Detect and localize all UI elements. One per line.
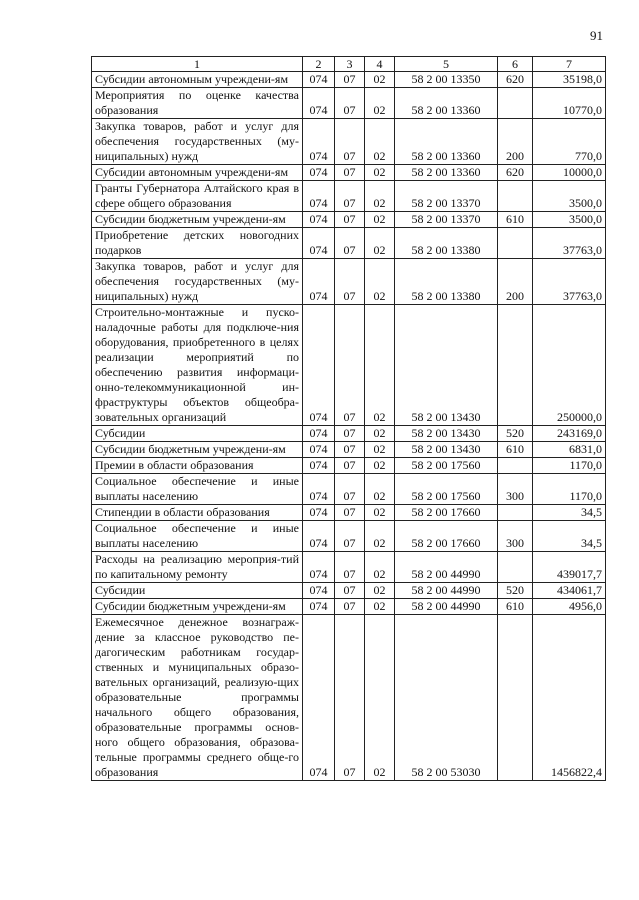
row-name-cell: Субсидии <box>92 426 303 442</box>
row-name-cell: Субсидии <box>92 583 303 599</box>
code-target-cell: 58 2 00 13380 <box>395 259 498 305</box>
code-target-cell: 58 2 00 13380 <box>395 228 498 259</box>
row-name-cell: Социальное обеспечение и иные выплаты населению <box>92 521 303 552</box>
header-cell: 7 <box>533 57 606 72</box>
table-row <box>92 583 606 599</box>
amount-cell: 1170,0 <box>533 474 606 505</box>
page-number: 91 <box>590 28 603 43</box>
code-admin-cell: 074 <box>303 228 335 259</box>
table-row <box>92 505 606 521</box>
table-row <box>92 552 606 583</box>
row-name-cell: Премии в области образования <box>92 458 303 474</box>
code-subsection-cell: 02 <box>365 72 395 88</box>
code-subsection-cell: 02 <box>365 181 395 212</box>
code-expense-cell <box>498 88 533 119</box>
code-admin-cell: 074 <box>303 442 335 458</box>
row-name-cell: Субсидии бюджетным учреждени-ям <box>92 442 303 458</box>
header-cell: 6 <box>498 57 533 72</box>
row-name-cell: Приобретение детских новогодних подарков <box>92 228 303 259</box>
code-admin-cell: 074 <box>303 426 335 442</box>
code-subsection-cell: 02 <box>365 615 395 781</box>
code-section-cell: 07 <box>335 228 365 259</box>
code-subsection-cell: 02 <box>365 599 395 615</box>
code-target-cell: 58 2 00 44990 <box>395 583 498 599</box>
row-name-cell: Стипендии в области образования <box>92 505 303 521</box>
code-admin-cell: 074 <box>303 474 335 505</box>
code-section-cell: 07 <box>335 599 365 615</box>
amount-cell: 243169,0 <box>533 426 606 442</box>
code-target-cell: 58 2 00 17560 <box>395 474 498 505</box>
code-expense-cell: 520 <box>498 583 533 599</box>
amount-cell: 37763,0 <box>533 259 606 305</box>
row-name-cell: Ежемесячное денежное вознаграж-дение за классное руководство пе-дагогическим работникам государ-ственных и муниципальных образо-вательных организаций, реализую-щих образовательные программы начального общего образования, образовательные программы основ-ного общего образования, образова-тельные программы среднего обще-го образования <box>92 615 303 781</box>
code-section-cell: 07 <box>335 521 365 552</box>
code-target-cell: 58 2 00 13360 <box>395 88 498 119</box>
row-name-cell: Социальное обеспечение и иные выплаты населению <box>92 474 303 505</box>
code-admin-cell: 074 <box>303 305 335 426</box>
code-section-cell: 07 <box>335 615 365 781</box>
row-name-cell: Строительно-монтажные и пуско-наладочные работы для подключе-ния оборудования, приобретенного в целях реализации мероприятий по обеспечению развития информаци-онно-телекоммуникационной ин-фраструктуры объектов общеобра-зовательных организаций <box>92 305 303 426</box>
code-target-cell: 58 2 00 13430 <box>395 426 498 442</box>
table-row <box>92 599 606 615</box>
code-section-cell: 07 <box>335 181 365 212</box>
table-row <box>92 72 606 88</box>
code-expense-cell: 610 <box>498 442 533 458</box>
row-name-cell: Гранты Губернатора Алтайского края в сфере общего образования <box>92 181 303 212</box>
code-expense-cell <box>498 552 533 583</box>
code-target-cell: 58 2 00 13360 <box>395 119 498 165</box>
code-subsection-cell: 02 <box>365 426 395 442</box>
amount-cell: 34,5 <box>533 505 606 521</box>
code-expense-cell <box>498 181 533 212</box>
code-target-cell: 58 2 00 13430 <box>395 442 498 458</box>
amount-cell: 10000,0 <box>533 165 606 181</box>
table-row <box>92 212 606 228</box>
code-target-cell: 58 2 00 13370 <box>395 212 498 228</box>
code-target-cell: 58 2 00 13430 <box>395 305 498 426</box>
row-name-cell: Субсидии бюджетным учреждени-ям <box>92 212 303 228</box>
amount-cell: 434061,7 <box>533 583 606 599</box>
row-name-cell: Субсидии бюджетным учреждени-ям <box>92 599 303 615</box>
amount-cell: 1170,0 <box>533 458 606 474</box>
code-target-cell: 58 2 00 13360 <box>395 165 498 181</box>
code-expense-cell <box>498 505 533 521</box>
code-target-cell: 58 2 00 53030 <box>395 615 498 781</box>
code-expense-cell <box>498 228 533 259</box>
code-subsection-cell: 02 <box>365 228 395 259</box>
table-row <box>92 615 606 781</box>
amount-cell: 3500,0 <box>533 181 606 212</box>
code-section-cell: 07 <box>335 583 365 599</box>
amount-cell: 250000,0 <box>533 305 606 426</box>
table-row <box>92 181 606 212</box>
code-target-cell: 58 2 00 44990 <box>395 599 498 615</box>
code-section-cell: 07 <box>335 552 365 583</box>
code-admin-cell: 074 <box>303 259 335 305</box>
code-admin-cell: 074 <box>303 599 335 615</box>
code-expense-cell: 520 <box>498 426 533 442</box>
code-section-cell: 07 <box>335 474 365 505</box>
header-cell: 5 <box>395 57 498 72</box>
code-section-cell: 07 <box>335 212 365 228</box>
amount-cell: 1456822,4 <box>533 615 606 781</box>
code-section-cell: 07 <box>335 458 365 474</box>
code-subsection-cell: 02 <box>365 165 395 181</box>
code-admin-cell: 074 <box>303 119 335 165</box>
code-section-cell: 07 <box>335 119 365 165</box>
code-expense-cell: 620 <box>498 72 533 88</box>
code-section-cell: 07 <box>335 505 365 521</box>
code-expense-cell <box>498 615 533 781</box>
row-name-cell: Закупка товаров, работ и услуг для обеспечения государственных (му-ниципальных) нужд <box>92 259 303 305</box>
table-row <box>92 442 606 458</box>
code-expense-cell: 300 <box>498 521 533 552</box>
code-admin-cell: 074 <box>303 212 335 228</box>
code-expense-cell: 200 <box>498 259 533 305</box>
code-target-cell: 58 2 00 13350 <box>395 72 498 88</box>
code-expense-cell: 610 <box>498 599 533 615</box>
header-cell: 4 <box>365 57 395 72</box>
table-body <box>92 57 606 781</box>
amount-cell: 4956,0 <box>533 599 606 615</box>
amount-cell: 439017,7 <box>533 552 606 583</box>
code-admin-cell: 074 <box>303 458 335 474</box>
code-target-cell: 58 2 00 17660 <box>395 521 498 552</box>
header-cell: 2 <box>303 57 335 72</box>
header-cell: 3 <box>335 57 365 72</box>
code-admin-cell: 074 <box>303 552 335 583</box>
table-row <box>92 165 606 181</box>
code-subsection-cell: 02 <box>365 583 395 599</box>
row-name-cell: Расходы на реализацию мероприя-тий по капитальному ремонту <box>92 552 303 583</box>
code-subsection-cell: 02 <box>365 212 395 228</box>
code-target-cell: 58 2 00 44990 <box>395 552 498 583</box>
code-expense-cell: 620 <box>498 165 533 181</box>
code-admin-cell: 074 <box>303 505 335 521</box>
code-subsection-cell: 02 <box>365 305 395 426</box>
budget-table <box>91 56 606 781</box>
table-row <box>92 521 606 552</box>
code-section-cell: 07 <box>335 165 365 181</box>
code-section-cell: 07 <box>335 442 365 458</box>
amount-cell: 34,5 <box>533 521 606 552</box>
header-cell: 1 <box>92 57 303 72</box>
amount-cell: 35198,0 <box>533 72 606 88</box>
table-header-row <box>92 57 606 72</box>
table-row <box>92 119 606 165</box>
code-subsection-cell: 02 <box>365 88 395 119</box>
code-subsection-cell: 02 <box>365 474 395 505</box>
code-expense-cell: 200 <box>498 119 533 165</box>
code-target-cell: 58 2 00 17560 <box>395 458 498 474</box>
code-subsection-cell: 02 <box>365 458 395 474</box>
code-admin-cell: 074 <box>303 165 335 181</box>
code-expense-cell <box>498 458 533 474</box>
code-subsection-cell: 02 <box>365 505 395 521</box>
code-admin-cell: 074 <box>303 181 335 212</box>
amount-cell: 6831,0 <box>533 442 606 458</box>
code-admin-cell: 074 <box>303 583 335 599</box>
code-admin-cell: 074 <box>303 521 335 552</box>
row-name-cell: Мероприятия по оценке качества образования <box>92 88 303 119</box>
table-row <box>92 259 606 305</box>
code-expense-cell: 610 <box>498 212 533 228</box>
code-section-cell: 07 <box>335 305 365 426</box>
code-subsection-cell: 02 <box>365 552 395 583</box>
amount-cell: 770,0 <box>533 119 606 165</box>
table-row <box>92 228 606 259</box>
table-row <box>92 426 606 442</box>
code-expense-cell <box>498 305 533 426</box>
code-section-cell: 07 <box>335 426 365 442</box>
table-row <box>92 305 606 426</box>
amount-cell: 3500,0 <box>533 212 606 228</box>
row-name-cell: Закупка товаров, работ и услуг для обеспечения государственных (му-ниципальных) нужд <box>92 119 303 165</box>
amount-cell: 37763,0 <box>533 228 606 259</box>
table-row <box>92 88 606 119</box>
code-section-cell: 07 <box>335 88 365 119</box>
table-row <box>92 458 606 474</box>
code-admin-cell: 074 <box>303 615 335 781</box>
table-row <box>92 474 606 505</box>
amount-cell: 10770,0 <box>533 88 606 119</box>
code-section-cell: 07 <box>335 72 365 88</box>
code-admin-cell: 074 <box>303 88 335 119</box>
row-name-cell: Субсидии автономным учреждени-ям <box>92 165 303 181</box>
code-section-cell: 07 <box>335 259 365 305</box>
code-target-cell: 58 2 00 17660 <box>395 505 498 521</box>
code-subsection-cell: 02 <box>365 442 395 458</box>
code-subsection-cell: 02 <box>365 521 395 552</box>
code-admin-cell: 074 <box>303 72 335 88</box>
row-name-cell: Субсидии автономным учреждени-ям <box>92 72 303 88</box>
code-expense-cell: 300 <box>498 474 533 505</box>
code-subsection-cell: 02 <box>365 259 395 305</box>
code-target-cell: 58 2 00 13370 <box>395 181 498 212</box>
code-subsection-cell: 02 <box>365 119 395 165</box>
